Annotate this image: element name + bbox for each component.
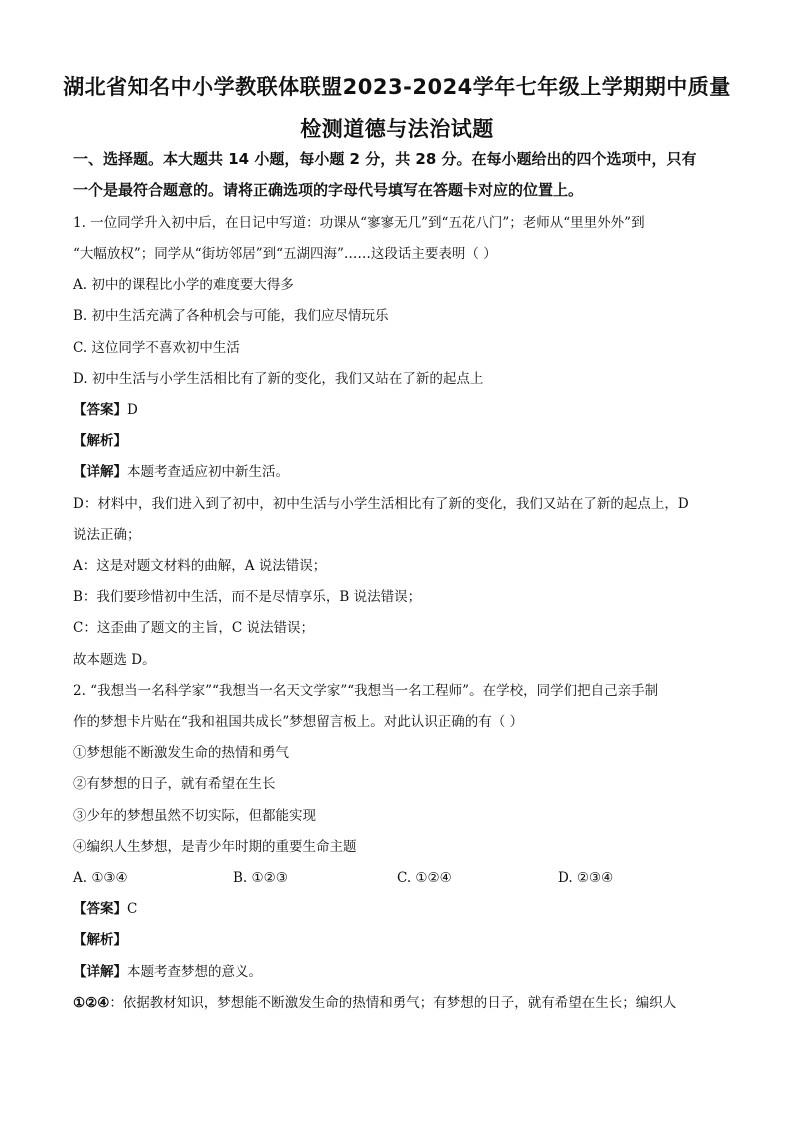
answer-value: C — [127, 901, 138, 917]
q2-explanation — [73, 993, 723, 1013]
detail-tag: 【详解】 — [73, 964, 127, 980]
q1-explanation-d-line2: 说法正确； — [73, 527, 141, 543]
analysis-tag: 【解析】 — [73, 932, 127, 948]
detail-intro: 本题考查适应初中新生活。 — [127, 464, 289, 480]
q1-stem-line1: 1. 一位同学升入初中后，在日记中写道：功课从“寥寥无几”到“五花八门”；老师从“里里外外”到 — [73, 215, 645, 231]
detail-intro: 本题考查梦想的意义。 — [127, 964, 262, 980]
q2-explanation-text: ：依据教材知识，梦想能不断激发生命的热情和勇气；有梦想的日子，就有希望在生长；编织人 — [109, 995, 677, 1011]
q2-stem-line2: 作的梦想卡片贴在“我和祖国共成长”梦想留言板上。对此认识正确的有（ ） — [73, 714, 524, 730]
document-title-line1: 湖北省知名中小学教联体联盟2023-2024学年七年级上学期期中质量 — [63, 75, 731, 99]
q2-stem-line1: 2. “我想当一名科学家”“我想当一名天文学家”“我想当一名工程师”。在学校，同学们把自己亲手制 — [73, 683, 659, 699]
section-instructions-line1: 一、选择题。本大题共 14 小题，每小题 2 分，共 28 分。在每小题给出的四个选项中，只有 — [73, 150, 697, 168]
answer-tag: 【答案】 — [73, 402, 127, 418]
q2-detail — [73, 962, 723, 982]
analysis-tag: 【解析】 — [73, 433, 127, 449]
q1-analysis — [73, 431, 723, 451]
answer-value: D — [127, 402, 138, 418]
section-instructions — [73, 144, 723, 206]
q2-statement-3: ③少年的梦想虽然不切实际，但都能实现 — [73, 808, 316, 824]
q1-stem-line2: “大幅放权”；同学从“街坊邻居”到“五湖四海”……这段话主要表明（ ） — [73, 246, 497, 262]
q2-explanation-marker: ①②④ — [73, 995, 110, 1011]
q2-answer — [73, 899, 723, 919]
q1-explanation-a: A：这是对题文材料的曲解，A 说法错误； — [73, 558, 327, 574]
q2-option-d: D. ②③④ — [558, 870, 614, 886]
q2-option-b: B. ①②③ — [233, 870, 288, 886]
q2-option-c: C. ①②④ — [397, 870, 452, 886]
q1-option-c: C. 这位同学不喜欢初中生活 — [73, 340, 240, 356]
q1-explanation-b: B：我们要珍惜初中生活，而不是尽情享乐，B 说法错误； — [73, 589, 422, 605]
q1-explanation-d-line1: D：材料中，我们进入到了初中，初中生活与小学生活相比有了新的变化，我们又站在了新的起点上，D — [73, 496, 689, 512]
q2-option-a: A. ①③④ — [73, 870, 128, 886]
q1-option-d: D. 初中生活与小学生活相比有了新的变化，我们又站在了新的起点上 — [73, 371, 484, 387]
q1-option-a: A. 初中的课程比小学的难度要大得多 — [73, 277, 294, 293]
q1-answer — [73, 400, 723, 420]
detail-tag: 【详解】 — [73, 464, 127, 480]
q2-statement-1: ①梦想能不断激发生命的热情和勇气 — [73, 745, 289, 761]
q2-analysis — [73, 930, 723, 950]
q2-statement-2: ②有梦想的日子，就有希望在生长 — [73, 776, 276, 792]
answer-tag: 【答案】 — [73, 901, 127, 917]
document-title-line2: 检测道德与法治试题 — [300, 117, 494, 141]
section-instructions-line2: 一个是最符合题意的。请将正确选项的字母代号填写在答题卡对应的位置上。 — [73, 181, 584, 199]
q1-detail — [73, 462, 723, 482]
q2-statement-4: ④编织人生梦想，是青少年时期的重要生命主题 — [73, 839, 357, 855]
q1-option-b: B. 初中生活充满了各种机会与可能，我们应尽情玩乐 — [73, 308, 389, 324]
q1-explanation-c: C：这歪曲了题文的主旨，C 说法错误； — [73, 620, 314, 636]
q1-conclusion: 故本题选 D。 — [73, 652, 156, 668]
